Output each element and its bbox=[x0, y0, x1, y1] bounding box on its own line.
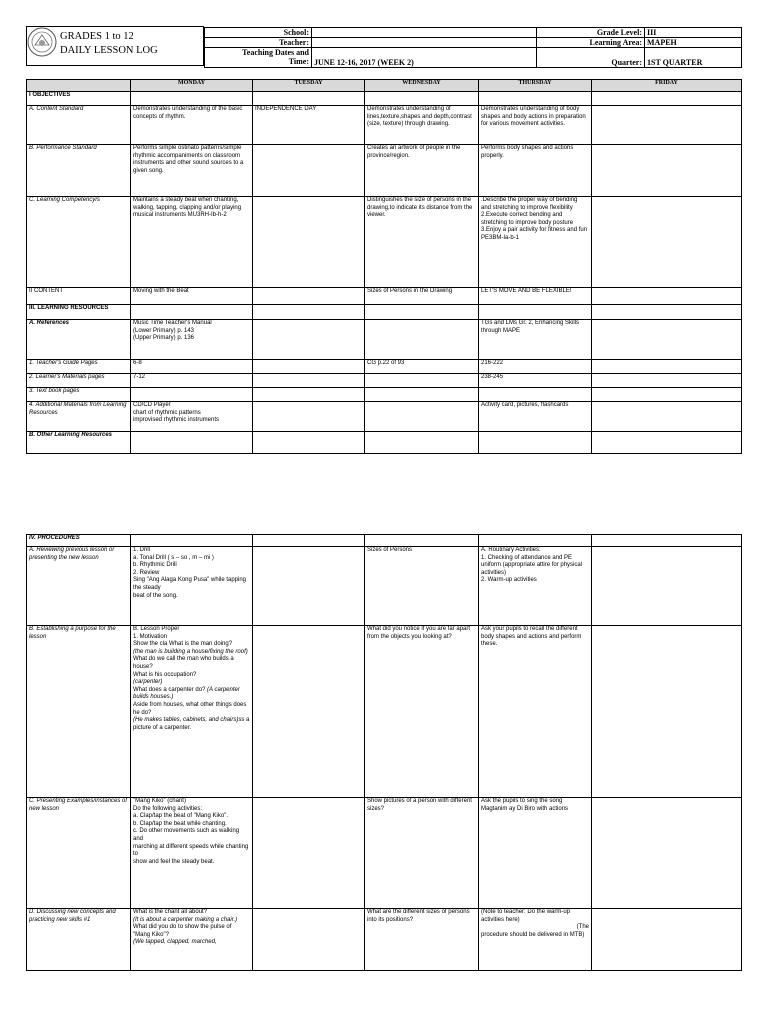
a-label: A. Reviewing previous lesson or presenting the new lesson bbox=[27, 547, 131, 626]
cell-wed: Demonstrates understanding of lines,texture,shapes and depth,contrast (size, texture) through drawing. bbox=[365, 106, 479, 145]
add-line: chart of rhythmic patterns bbox=[133, 409, 201, 416]
area-label: Learning Area: bbox=[537, 38, 645, 48]
text-line: What is the chant all about? bbox=[133, 909, 208, 915]
text-line: 1. Motivation bbox=[133, 633, 168, 640]
cell-mon bbox=[131, 320, 253, 360]
header-table bbox=[204, 27, 742, 68]
text-line: ss a picture of a carpenter. bbox=[133, 717, 250, 731]
text-line: B. Lesson Proper bbox=[133, 626, 180, 632]
text-line: What does a carpenter do? bbox=[133, 686, 208, 693]
cell-tue bbox=[253, 145, 365, 197]
text-line: c. Do other movements such as walking and bbox=[133, 828, 240, 842]
table-row bbox=[27, 197, 742, 288]
table-row bbox=[27, 145, 742, 197]
cell-mon bbox=[131, 798, 253, 909]
table-row bbox=[27, 626, 742, 798]
teacher-value bbox=[312, 38, 537, 48]
cell-mon: Performs simple ostinato patterns/simple rhythmic accompaniments on classroom instruments and other sound sources to a given song. bbox=[131, 145, 253, 197]
cell-mon bbox=[131, 909, 253, 971]
text-line: beat of the song. bbox=[133, 592, 178, 599]
table-row bbox=[27, 547, 742, 626]
dates-label bbox=[205, 48, 312, 68]
text-line: Sing "Ang Alaga Kong Pusa" while tapping the steady bbox=[133, 577, 247, 591]
day-thursday: THURSDAY bbox=[479, 80, 592, 92]
dates-value: JUNE 12-16, 2017 (WEEK 2) bbox=[312, 48, 537, 68]
cell-wed: What are the different sizes of persons into its positions? bbox=[365, 909, 479, 971]
text-line: a. Tonal Drill ( s – so , m – mi ) bbox=[133, 554, 214, 561]
table-row bbox=[27, 320, 742, 360]
cell-thu: Demonstrates understanding of body shapes and body actions in preparation for various movement activities. bbox=[479, 106, 592, 145]
cell-mon bbox=[131, 626, 253, 798]
table-row bbox=[27, 909, 742, 971]
cell-thu: 216-222 bbox=[479, 360, 592, 374]
ref-line: (Lower Primary) p. 143 bbox=[133, 327, 195, 334]
cell-wed: CG p.22 of 93 bbox=[365, 360, 479, 374]
text-line: (A carpenter builds houses.) bbox=[133, 686, 240, 701]
cell-thu: Performs body shapes and actions properly. bbox=[479, 145, 592, 197]
school-value bbox=[312, 28, 537, 38]
cell-thu bbox=[479, 909, 592, 971]
cell-thu: LET'S MOVE AND BE FLEXIBLE! bbox=[479, 288, 592, 305]
row-label: A. Content Standard bbox=[27, 106, 131, 145]
cell-thu: Activity card, pictures, flashcards bbox=[479, 402, 592, 432]
text-line: What do we call the man who builds a house? bbox=[133, 656, 234, 670]
cell-wed: Creates an artwork of people in the province/region. bbox=[365, 145, 479, 197]
cell-thu: Ask your pupils to recall the different body shapes and actions and perform these. bbox=[479, 626, 592, 798]
cell-tue: INDEPENDENCE DAY bbox=[253, 106, 365, 145]
lesson-table-2 bbox=[26, 534, 742, 971]
text-line: Show the cla What is the man doing? bbox=[133, 641, 233, 648]
text-line: What did you do to show the pulse of "Mang Kiko"? bbox=[133, 924, 232, 938]
add-label: 4. Additional Materials from Learning Resources bbox=[27, 402, 131, 432]
text-line: (the man is building a house/fixing the roof) bbox=[133, 648, 248, 655]
cell-fri bbox=[592, 197, 742, 288]
other-label: B. Other Learning Resources bbox=[27, 432, 131, 454]
cell-mon: 7-12 bbox=[131, 374, 253, 388]
text-line: Do the following activities: bbox=[133, 805, 203, 812]
table-row bbox=[27, 374, 742, 388]
text-line: (Note to teacher: Do the warm-up activities here) bbox=[481, 909, 571, 923]
quarter-value: 1ST QUARTER bbox=[645, 48, 742, 68]
cell-mon: Moving with the Beat bbox=[131, 288, 253, 305]
title-line2: DAILY LESSON LOG bbox=[60, 45, 158, 56]
text-line: (It is about a carpenter making a chair.) bbox=[133, 916, 238, 923]
text-line: a. Clap/tap the beat of "Mang Kiko". bbox=[133, 813, 228, 820]
table-row bbox=[27, 288, 742, 305]
day-wednesday: WEDNESDAY bbox=[365, 80, 479, 92]
grade-value: III bbox=[645, 28, 742, 38]
text-line: 1. Drill bbox=[133, 547, 151, 553]
text-line: marching at different speeds while chanting to bbox=[133, 843, 249, 858]
text-line: show and feel the steady beat. bbox=[133, 858, 215, 865]
add-line: improvised rhythmic instruments bbox=[133, 417, 220, 424]
ref-line: (Upper Primary) p. 136 bbox=[133, 335, 195, 342]
day-monday: MONDAY bbox=[131, 80, 253, 92]
references-label: A. References bbox=[27, 320, 131, 360]
teacher-label: Teacher: bbox=[205, 38, 312, 48]
dates-label-1: Teaching Dates and bbox=[242, 48, 309, 57]
title-line1: GRADES 1 to 12 bbox=[60, 31, 134, 42]
school-label: School: bbox=[205, 28, 312, 38]
lm-label: 2. Learner's Materials pages bbox=[27, 374, 131, 388]
cell-thu: TGs and LMs Gr. 2, Enhancing Skills through MAPE bbox=[479, 320, 592, 360]
text-line: b. Rhythmic Drill bbox=[133, 562, 177, 569]
corner-cell bbox=[27, 80, 131, 92]
add-line: CD/CD Player bbox=[133, 402, 171, 408]
text-line: (We tapped, clapped, marched, bbox=[133, 939, 217, 946]
table-row bbox=[27, 388, 742, 402]
text-line: (carpenter) bbox=[133, 679, 163, 686]
tg-label: 1. Teacher's Guide Pages bbox=[27, 360, 131, 374]
cell-thu: .Describe the proper way of bending and stretching to improve flexibility 2.Execute correct bending and stretching to improve body posture 3.Enjoy a pair activity for fitness and fun PE3BM-Ia-b-1 bbox=[479, 197, 592, 288]
cell-fri bbox=[592, 106, 742, 145]
cell-mon bbox=[131, 402, 253, 432]
text-line: b. Clap/tap the beat while chanting. bbox=[133, 820, 227, 827]
table-row bbox=[27, 402, 742, 432]
c-label: C. Presenting Examples/instances of new lesson bbox=[27, 798, 131, 909]
cell-mon bbox=[131, 547, 253, 626]
cell-fri bbox=[592, 145, 742, 197]
table-row bbox=[27, 432, 742, 454]
quarter-label: Quarter: bbox=[537, 48, 645, 68]
cell-wed: Sizes of Persons bbox=[365, 547, 479, 626]
table-row bbox=[27, 798, 742, 909]
cell-tue bbox=[253, 197, 365, 288]
text-line: Aside from houses, what other things does he do? bbox=[133, 701, 247, 716]
cell-thu bbox=[479, 547, 592, 626]
text-line: (The bbox=[576, 924, 589, 931]
cell-thu: 238-245 bbox=[479, 374, 592, 388]
table-row bbox=[27, 360, 742, 374]
text-line: 1. Checking of attendance and PE uniform (appropriate attire for physical activities) bbox=[481, 554, 583, 576]
text-line: (He makes tables, cabinets, and chairs) bbox=[133, 717, 239, 724]
dates-label-2: Time: bbox=[288, 57, 309, 66]
cell-wed: Distinguishes the size of persons in the drawing,to indicate its distance from the viewer. bbox=[365, 197, 479, 288]
cell-mon: Demonstrates understanding of the basic concepts of rhythm. bbox=[131, 106, 253, 145]
table-row bbox=[27, 106, 742, 145]
content-label: II CONTENT bbox=[27, 288, 131, 305]
day-tuesday: TUESDAY bbox=[253, 80, 365, 92]
resources-heading: III. LEARNING RESOURCES bbox=[27, 305, 131, 320]
ref-line: Music Time Teacher's Manual bbox=[133, 320, 212, 326]
text-line: 2. Warm-up activities bbox=[481, 577, 537, 584]
b-label: B. Establishing a purpose for the lesson bbox=[27, 626, 131, 798]
cell-fri bbox=[592, 288, 742, 305]
area-value: MAPEH bbox=[645, 38, 742, 48]
cell-wed: Show pictures of a person with different sizes? bbox=[365, 798, 479, 909]
cell-mon: Maintains a steady beat when chanting, walking, tapping, clapping and/or playing musical instruments MU3RH-Ib-h-2 bbox=[131, 197, 253, 288]
cell-wed: What did you notice if you are far apart from the objects you looking at? bbox=[365, 626, 479, 798]
procedures-heading: IV. PROCEDURES bbox=[27, 535, 131, 547]
row-label: B. Performance Standard bbox=[27, 145, 131, 197]
cell-tue bbox=[253, 288, 365, 305]
tb-label: 3. Text book pages bbox=[27, 388, 131, 402]
deped-seal-icon bbox=[27, 27, 57, 57]
text-line: "Mang Kiko" (chant) bbox=[133, 798, 186, 804]
text-line: What is his occupation? bbox=[133, 671, 197, 678]
d-label: D. Discussing new concepts and practicing new skills #1 bbox=[27, 909, 131, 971]
text-line: procedure should be delivered in MTB) bbox=[481, 931, 585, 938]
cell-thu: Ask the pupils to sing the song Magtanim ay Di Biro with actions bbox=[479, 798, 592, 909]
objectives-heading: I OBJECTIVES bbox=[27, 92, 131, 106]
cell-wed: Sizes of Persons in the Drawing bbox=[365, 288, 479, 305]
text-line: 2. Review bbox=[133, 569, 160, 576]
cell-mon: 6-8 bbox=[131, 360, 253, 374]
row-label: C. Learning Competency/s bbox=[27, 197, 131, 288]
grade-label: Grade Level: bbox=[537, 28, 645, 38]
text-line: A. Routinary Activities: bbox=[481, 547, 541, 553]
lesson-table-1 bbox=[26, 79, 742, 454]
day-friday: FRIDAY bbox=[592, 80, 742, 92]
